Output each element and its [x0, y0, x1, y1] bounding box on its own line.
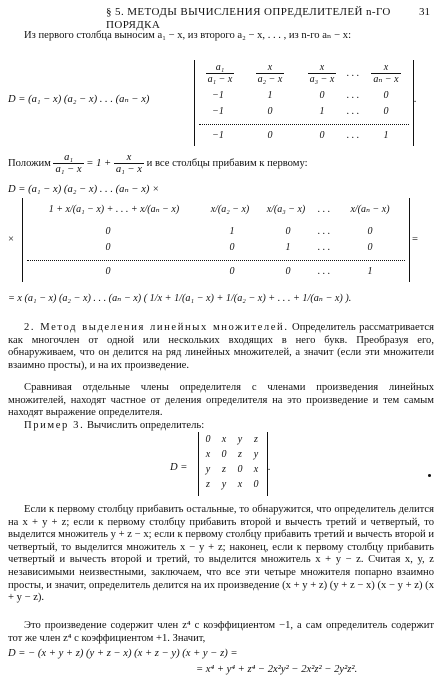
- section-2-heading: 2. Метод выделения линейных множителей.: [24, 322, 289, 333]
- determinant-3: [198, 432, 268, 496]
- det3-cell: x: [237, 479, 243, 490]
- det3-cell: z: [254, 434, 258, 445]
- eq3: = x (a₁ − x) (a₂ − x) . . . (aₙ − x) ( 1/x + 1/(a₁ − x) + 1/(a₂ − x) + . . . + 1/(aₙ − x) ).: [8, 293, 352, 304]
- det2-cell: x/(a₃ − x): [266, 204, 306, 215]
- det1-cell: $\frac{x}{\text{a₃ − x}}$: [309, 62, 335, 85]
- header-title: § 5. МЕТОДЫ ВЫЧИСЛЕНИЯ ОПРЕДЕЛИТЕЛЕЙ n-ГО ПОРЯДКА: [106, 6, 391, 31]
- det2-cell: 0: [229, 242, 235, 253]
- page-speck: [428, 474, 431, 477]
- det1-cell: $\frac{x}{\text{a₂ − x}}$: [257, 62, 283, 85]
- example-text: Вычислить определитель:: [86, 420, 205, 431]
- section-2-paragraph: [8, 322, 434, 372]
- det1-cell: . . .: [346, 106, 360, 117]
- det2-cell: 1: [367, 266, 373, 277]
- section-2-body: Определитель рассматривается как многочлен от одной или нескольких входящих в него букв. Преобразуя его, обнаруживаем, что он делится на ряд линейных множителей, а значит (если эти множители взаимно просты), и на их произведение.: [8, 322, 434, 371]
- det2-cell: 0: [367, 242, 373, 253]
- det2-row-2: [23, 226, 409, 240]
- det2-cell: 0: [285, 266, 291, 277]
- det2-cell: 1: [285, 242, 291, 253]
- det3-period: .: [268, 462, 271, 473]
- det1-cell: −1: [212, 90, 224, 101]
- intro-paragraph: Из первого столбца выносим a₁ − x, из второго a₂ − x, . . . , из n-го aₙ − x:: [24, 30, 352, 41]
- paragraph-3: Если к первому столбцу прибавить остальные, то обнаружится, что определитель делится на x + y + z; если к первому столбцу прибавить второй и вычесть третий и четвертый, то выделится множитель y + z − x; если к первому столбцу прибавить третий и вычесть второй и четвертый, то выделится множитель x − y + z; наконец, если к первому столбцу прибавить четвертый и вычесть второй и третий, то выделится множитель x + y − z. Считая x, y, z независимыми неизвестными, заключаем, что все эти четыре множителя попарно взаимно просты, и значит, определитель делится на их произведение (x + y + z) (y + z − x) (x − y + z) (x + y − z).: [8, 504, 434, 604]
- det2-times: ×: [8, 234, 14, 245]
- det3-cell: x: [205, 449, 211, 460]
- det2-row-3: [23, 242, 409, 256]
- det3-cell: x: [221, 434, 227, 445]
- det1-cell: 0: [383, 106, 389, 117]
- det1-cell: 0: [319, 90, 325, 101]
- det2-cell: 0: [229, 266, 235, 277]
- det1-cell: $\frac{x}{\text{aₙ − x}}$: [373, 62, 399, 85]
- eq1-lhs: D = (a₁ − x) (a₂ − x) . . . (aₙ − x): [8, 94, 150, 105]
- paragraph-4: Это произведение содержит член z⁴ с коэффициентом −1, а сам определитель содержит тот же член z⁴ с коэффициентом +1. Значит,: [8, 620, 434, 644]
- det2-cell: 0: [285, 226, 291, 237]
- det2-cell: 0: [105, 266, 111, 277]
- det3-row-3: [199, 464, 267, 478]
- det2-cell: 0: [105, 242, 111, 253]
- determinant-2: [22, 198, 410, 282]
- det3-cell: z: [206, 479, 210, 490]
- example-label: Пример 3.: [24, 420, 85, 431]
- det1-cell: 1: [383, 130, 389, 141]
- det1-cell: −1: [212, 130, 224, 141]
- running-header: [14, 6, 434, 31]
- det1-row-1: [195, 62, 413, 86]
- det2-row-1: [23, 204, 409, 218]
- det2-cell: x/(aₙ − x): [350, 204, 390, 215]
- det3-row-2: [199, 449, 267, 463]
- det2-cell: 1 + x/(a₁ − x) + . . . + x/(aₙ − x): [48, 204, 180, 215]
- det1-dotted-row: [199, 124, 409, 125]
- det2-row-4: [23, 266, 409, 280]
- example-line: [8, 420, 434, 433]
- det1-cell: 0: [383, 90, 389, 101]
- page-number: 31: [419, 6, 430, 18]
- det2-equals: =: [412, 234, 418, 245]
- det3-cell: 0: [221, 449, 227, 460]
- det1-cell: −1: [212, 106, 224, 117]
- det1-cell: . . .: [346, 90, 360, 101]
- det1-cell: 1: [319, 106, 325, 117]
- det1-cell: 0: [319, 130, 325, 141]
- det2-cell: 0: [105, 226, 111, 237]
- final-equation-line-2: = x⁴ + y⁴ + z⁴ − 2x²y² − 2x²z² − 2y²z².: [196, 664, 358, 675]
- paragraph-2: Сравнивая отдельные члены определителя с членами произведения линейных множителей, находят частное от деления определителя на это произведение и тем самым находят выражение определителя.: [8, 382, 434, 419]
- det2-cell: . . .: [317, 242, 331, 253]
- det3-row-1: [199, 434, 267, 448]
- det3-cell: y: [221, 479, 227, 490]
- det3-cell: y: [237, 434, 243, 445]
- det3-lhs: D =: [170, 462, 188, 473]
- det1-period: .: [414, 94, 417, 105]
- eq2-lhs: D = (a₁ − x) (a₂ − x) . . . (aₙ − x) ×: [8, 184, 160, 195]
- det1-cell: . . .: [346, 68, 360, 79]
- det1-row-4: [195, 130, 413, 144]
- det2-dotted-row: [27, 260, 405, 261]
- det2-cell: . . .: [317, 266, 331, 277]
- determinant-1: [194, 60, 414, 146]
- det1-cell: $\frac{\text{a₁}}{\text{a₁ − x}}$: [207, 62, 233, 85]
- det1-cell: 1: [267, 90, 273, 101]
- det1-cell: . . .: [346, 130, 360, 141]
- det3-cell: 0: [205, 434, 211, 445]
- det1-cell: 0: [267, 130, 273, 141]
- det3-cell: y: [253, 449, 259, 460]
- det3-cell: z: [238, 449, 242, 460]
- det3-cell: 0: [253, 479, 259, 490]
- det2-cell: 1: [229, 226, 235, 237]
- det2-cell: . . .: [317, 204, 331, 215]
- det1-cell: 0: [267, 106, 273, 117]
- det2-cell: 0: [367, 226, 373, 237]
- det3-cell: z: [222, 464, 226, 475]
- det3-cell: y: [205, 464, 211, 475]
- det2-cell: . . .: [317, 226, 331, 237]
- det1-row-3: [195, 106, 413, 120]
- polozhim-line: Положим $\frac{\text{a₁}}{\text{a₁ − x}}$ = 1 + $\frac{x}{\text{a₁ − x}}$ и все столбцы прибавим к первому:: [8, 152, 308, 175]
- det1-row-2: [195, 90, 413, 104]
- final-equation-line-1: D = − (x + y + z) (y + z − x) (x + z − y) (x + y − z) =: [8, 648, 238, 659]
- det2-cell: x/(a₂ − x): [210, 204, 250, 215]
- det3-cell: 0: [237, 464, 243, 475]
- det3-row-4: [199, 479, 267, 493]
- det3-cell: x: [253, 464, 259, 475]
